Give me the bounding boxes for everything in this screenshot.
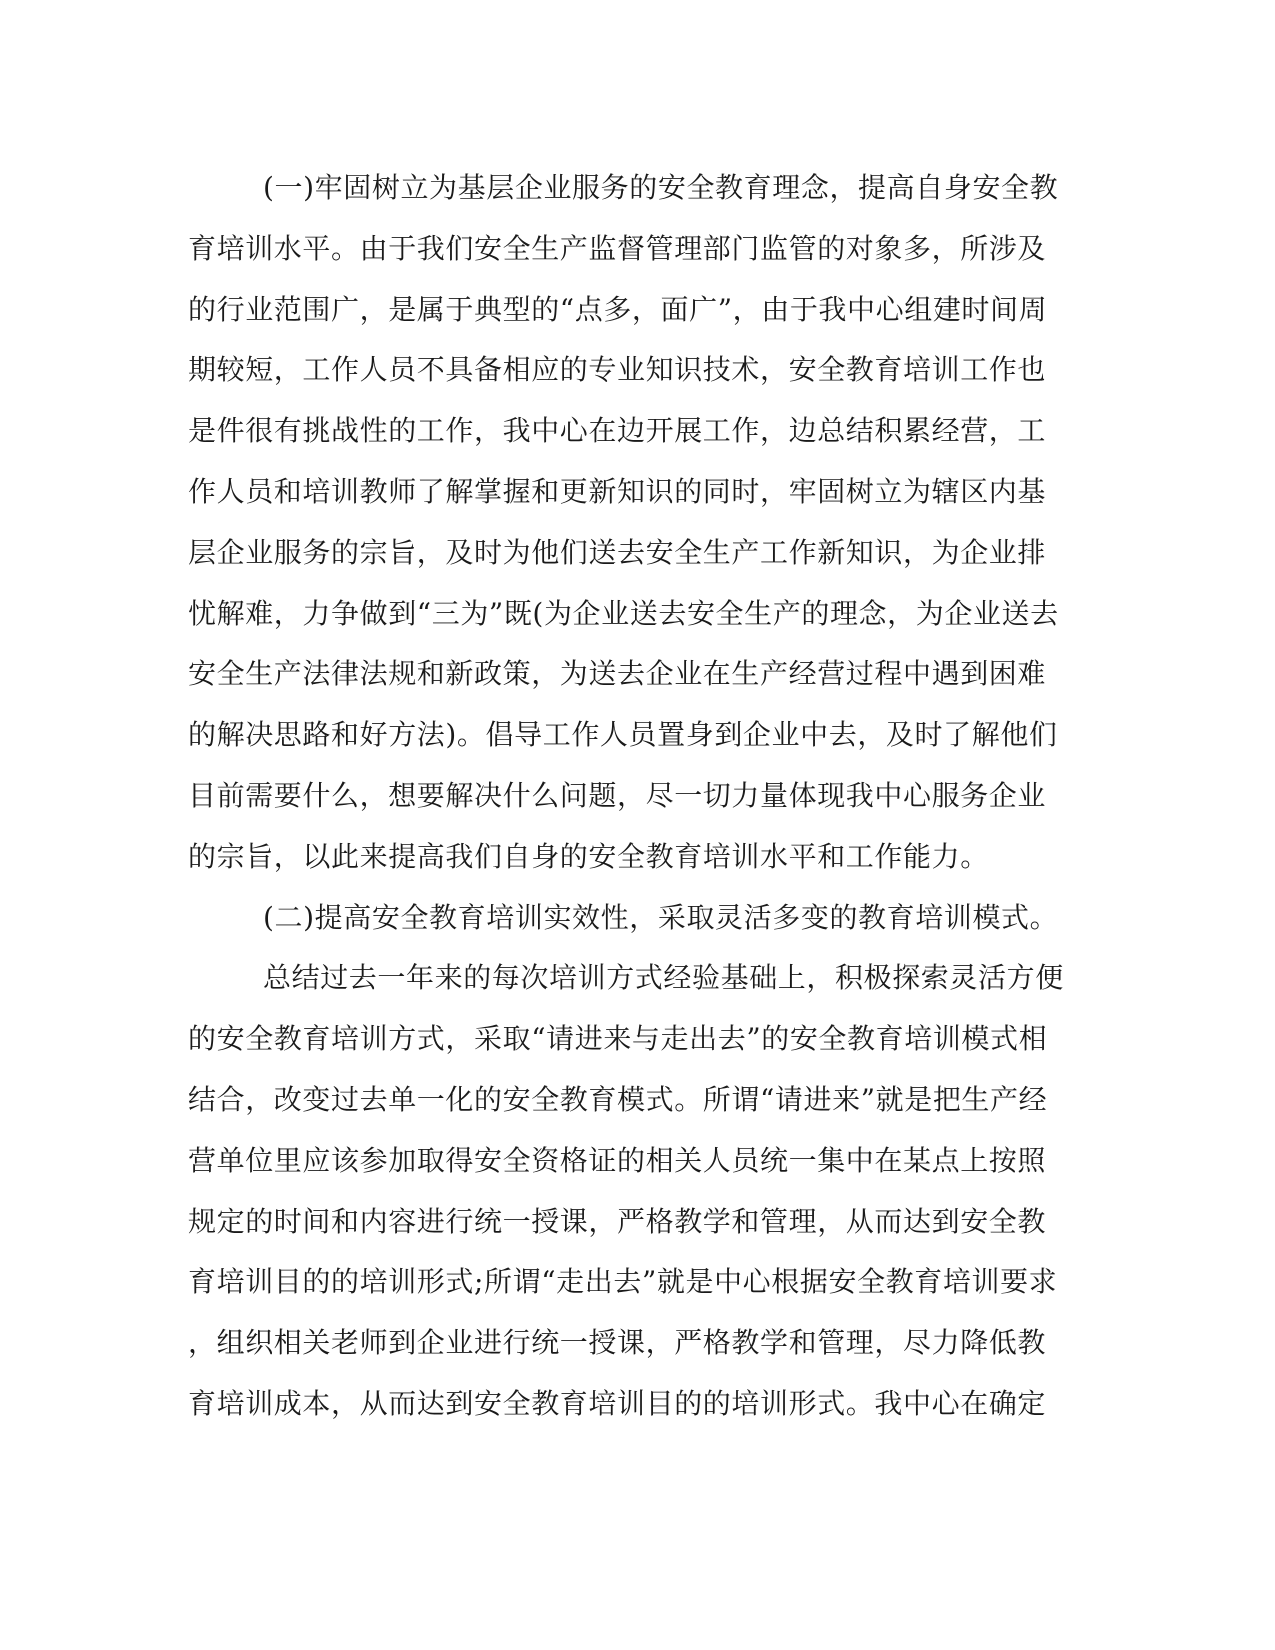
paragraph-2-line: 结合，改变过去单一化的安全教育模式。所谓“请进来”就是把生产经 [188, 1082, 1048, 1116]
paragraph-1-line: 忧解难，力争做到“三为”既(为企业送去安全生产的理念，为企业送去 [188, 596, 1059, 630]
paragraph-1-heading-line: (一)牢固树立为基层企业服务的安全教育理念，提高自身安全教 [263, 171, 1059, 204]
paragraph-1-line: 目前需要什么，想要解决什么问题，尽一切力量体现我中心服务企业 [188, 778, 1047, 812]
paragraph-2-line: 营单位里应该参加取得安全资格证的相关人员统一集中在某点上按照 [188, 1143, 1047, 1177]
paragraph-2-first-line: 总结过去一年来的每次培训方式经验基础上，积极探索灵活方便 [263, 961, 1064, 995]
paragraph-1-line: 的解决思路和好方法)。倡导工作人员置身到企业中去，及时了解他们 [188, 718, 1058, 752]
paragraph-1-line: 作人员和培训教师了解掌握和更新知识的同时，牢固树立为辖区内基 [188, 474, 1047, 508]
paragraph-1-line: 期较短，工作人员不具备相应的专业知识技术，安全教育培训工作也 [188, 353, 1047, 387]
paragraph-2-line: 育培训成本，从而达到安全教育培训目的的培训形式。我中心在确定 [188, 1386, 1047, 1420]
paragraph-1-line: 层企业服务的宗旨，及时为他们送去安全生产工作新知识，为企业排 [188, 535, 1047, 569]
paragraph-1-line: 育培训水平。由于我们安全生产监督管理部门监管的对象多，所涉及 [188, 231, 1047, 265]
document-body [188, 158, 1078, 1435]
paragraph-2-line: 的安全教育培训方式，采取“请进来与走出去”的安全教育培训模式相 [188, 1022, 1048, 1056]
paragraph-1-line: 的行业范围广，是属于典型的“点多，面广”，由于我中心组建时间周 [188, 292, 1048, 326]
paragraph-1-line: 的宗旨，以此来提高我们自身的安全教育培训水平和工作能力。 [188, 839, 989, 873]
paragraph-1-line: 是件很有挑战性的工作，我中心在边开展工作，边总结积累经营，工 [188, 414, 1047, 448]
section-2-heading: (二)提高安全教育培训实效性，采取灵活多变的教育培训模式。 [263, 900, 1059, 934]
paragraph-2-line: ，组织相关老师到企业进行统一授课，严格教学和管理，尽力降低教 [188, 1326, 1047, 1360]
paragraph-2-line: 规定的时间和内容进行统一授课，严格教学和管理，从而达到安全教 [188, 1204, 1047, 1238]
paragraph-1-line: 安全生产法律法规和新政策，为送去企业在生产经营过程中遇到困难 [188, 657, 1047, 691]
paragraph-2-line: 育培训目的的培训形式;所谓“走出去”就是中心根据安全教育培训要求 [188, 1265, 1058, 1299]
